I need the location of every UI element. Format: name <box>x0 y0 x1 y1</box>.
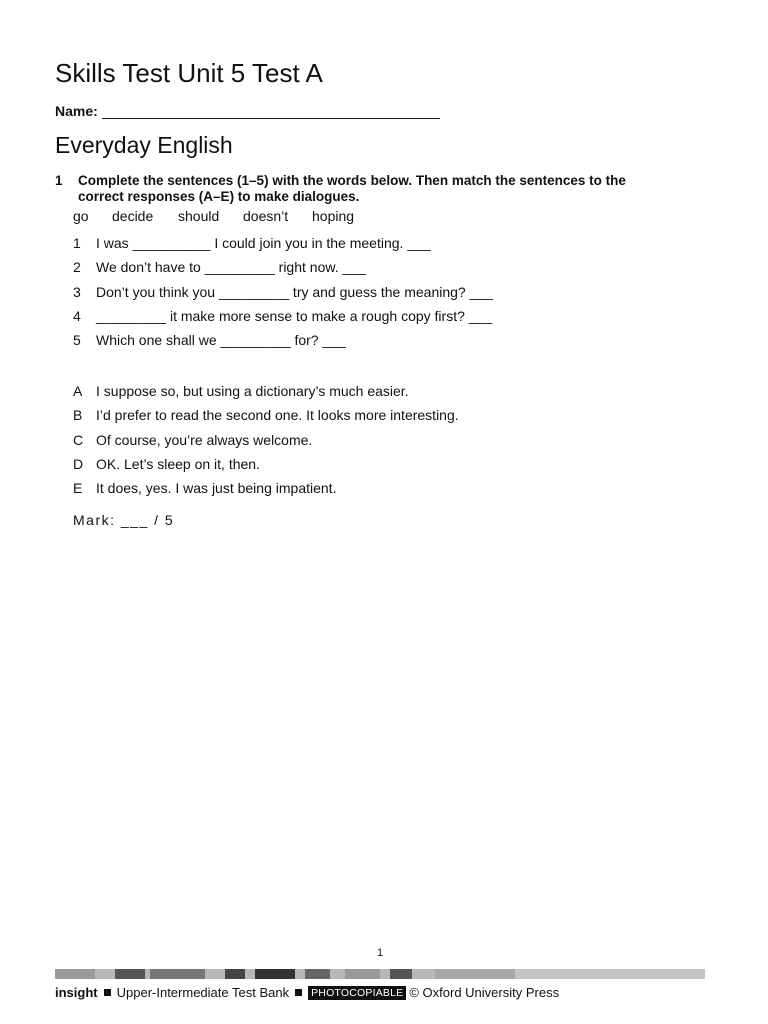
sentence-item <box>73 331 493 355</box>
sentence-text: _________ it make more sense to make a rough copy first? ___ <box>96 307 493 324</box>
mark-score: Mark: ___ / 5 <box>73 512 175 528</box>
name-blank-line <box>102 103 440 119</box>
response-letter: B <box>73 407 83 424</box>
sentence-item <box>73 283 493 307</box>
photocopiable-badge: PHOTOCOPIABLE <box>308 986 406 1000</box>
exercise-number: 1 <box>55 173 63 188</box>
instruction-text: Complete the sentences (1–5) with the words below. Then match the sentences to the correct responses (A–E) to make dialogues. <box>78 173 626 204</box>
sentence-number: 3 <box>73 283 81 300</box>
square-bullet-icon <box>295 989 302 996</box>
response-item <box>73 431 459 455</box>
page-number: 1 <box>376 947 384 959</box>
copyright-text: © Oxford University Press <box>409 985 560 1000</box>
sentence-item <box>73 234 493 258</box>
response-text: OK. Let’s sleep on it, then. <box>96 455 260 472</box>
response-letter: D <box>73 455 84 472</box>
sentence-number: 2 <box>73 259 81 276</box>
word-bank <box>73 208 372 224</box>
response-item <box>73 382 459 406</box>
response-letter: C <box>73 431 84 448</box>
footer <box>55 985 559 1000</box>
word-bank-item: doesn’t <box>243 208 289 224</box>
square-bullet-icon <box>104 989 111 996</box>
sentence-number: 5 <box>73 332 81 349</box>
response-item <box>73 455 459 479</box>
section-title: Everyday English <box>55 132 233 158</box>
brand-name: insight <box>55 985 98 1000</box>
book-title: Upper-Intermediate Test Bank <box>116 985 290 1000</box>
response-list <box>73 382 459 503</box>
footer-photo-band <box>55 969 705 979</box>
word-bank-item: go <box>73 208 89 224</box>
sentence-item <box>73 258 493 282</box>
response-letter: E <box>73 480 83 497</box>
response-item <box>73 406 459 430</box>
sentence-text: Which one shall we _________ for? ___ <box>96 332 346 349</box>
word-bank-item: should <box>178 208 220 224</box>
word-bank-item: hoping <box>312 208 355 224</box>
word-bank-item: decide <box>112 208 154 224</box>
response-letter: A <box>73 383 83 399</box>
response-text: Of course, you’re always welcome. <box>96 431 313 448</box>
sentence-item <box>73 307 493 331</box>
response-item <box>73 479 459 503</box>
name-field <box>55 103 440 119</box>
response-text: I’d prefer to read the second one. It looks more interesting. <box>96 407 459 424</box>
sentence-text: I was __________ I could join you in the meeting. ___ <box>96 235 431 251</box>
sentence-number: 4 <box>73 307 81 324</box>
response-text: I suppose so, but using a dictionary’s much easier. <box>96 383 409 399</box>
page-title: Skills Test Unit 5 Test A <box>55 58 323 88</box>
sentence-text: Don’t you think you _________ try and guess the meaning? ___ <box>96 283 493 300</box>
sentence-text: We don’t have to _________ right now. ___ <box>96 259 366 276</box>
exercise-instruction <box>55 173 675 205</box>
sentence-number: 1 <box>73 235 81 251</box>
name-label: Name: <box>55 103 98 119</box>
response-text: It does, yes. I was just being impatient. <box>96 480 337 497</box>
sentence-list <box>73 234 493 355</box>
